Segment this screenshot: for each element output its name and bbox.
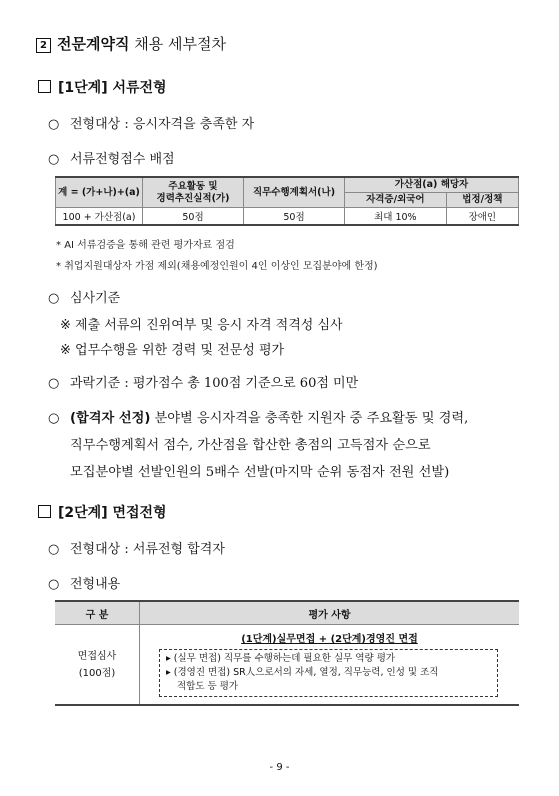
pass-line-2: 직무수행계획서 점수, 가산점을 합산한 총점의 고득점자 순으로 bbox=[70, 438, 431, 453]
circle-bullet-icon: ○ bbox=[48, 117, 60, 132]
note-2 bbox=[56, 257, 378, 272]
circle-bullet-icon: ○ bbox=[48, 542, 60, 557]
score-label-text: 서류전형점수 배점 bbox=[70, 152, 175, 167]
th-plan: 직무수행계획서(나) bbox=[244, 177, 345, 208]
th-bonus: 가산점(a) 해당자 bbox=[345, 177, 519, 193]
stage1-score-label bbox=[48, 148, 175, 167]
th-evaluation: 평가 사항 bbox=[140, 601, 520, 625]
table-cell: 50점 bbox=[244, 208, 345, 226]
criteria-item-2-text: 업무수행을 위한 경력 및 전문성 평가 bbox=[75, 343, 285, 358]
interview-table bbox=[55, 600, 519, 706]
triangle-bullet-icon: ▸ bbox=[166, 653, 174, 664]
square-bullet-icon bbox=[38, 80, 51, 93]
criteria-item-2 bbox=[60, 339, 284, 358]
asterisk-icon: * bbox=[56, 240, 65, 251]
stage1-target bbox=[48, 113, 254, 132]
th-bonus-policy: 법정/정책 bbox=[446, 193, 518, 208]
category-cell bbox=[55, 625, 140, 706]
circle-bullet-icon: ○ bbox=[48, 152, 60, 167]
th-bonus-cert: 자격증/외국어 bbox=[345, 193, 447, 208]
table-row bbox=[56, 208, 519, 226]
th-formula: 계 = (가+나)+(a) bbox=[56, 177, 143, 208]
heading-bold: 전문계약직 bbox=[57, 35, 130, 53]
th-activity: 주요활동 및 경력추진실적(가) bbox=[143, 177, 244, 208]
fail-criteria bbox=[48, 372, 358, 391]
square-bullet-icon bbox=[38, 505, 51, 518]
criteria-label bbox=[48, 287, 120, 306]
circle-bullet-icon: ○ bbox=[48, 376, 60, 391]
content-label-text: 전형내용 bbox=[70, 577, 121, 592]
evaluation-detail-box bbox=[159, 649, 498, 697]
table-cell: 100 + 가산점(a) bbox=[56, 208, 143, 226]
table-row bbox=[55, 625, 519, 706]
page-number: - 9 - bbox=[269, 762, 290, 773]
detail-item-1 bbox=[166, 652, 491, 666]
detail-item-1-text: (실무 면접) 직무를 수행하는데 필요한 실무 역량 평가 bbox=[173, 653, 396, 664]
section-heading bbox=[36, 33, 226, 54]
score-table bbox=[55, 176, 519, 226]
pass-line-1-text: 분야별 응시자격을 충족한 지원자 중 주요활동 및 경력, bbox=[150, 411, 469, 426]
circle-bullet-icon: ○ bbox=[48, 291, 60, 306]
stage2-content-label bbox=[48, 573, 120, 592]
category-name: 면접심사 bbox=[77, 650, 117, 662]
stage2-title bbox=[38, 502, 167, 522]
stage2-target bbox=[48, 538, 225, 557]
fail-criteria-text: 과락기준 : 평가점수 총 100점 기준으로 60점 미만 bbox=[70, 376, 359, 391]
detail-item-2-text: (경영진 면접) SR人으로서의 자세, 열정, 직무능력, 인성 및 조직 bbox=[173, 667, 439, 678]
section-number: 2 bbox=[36, 38, 51, 53]
reference-mark-icon: ※ bbox=[60, 318, 76, 333]
detail-item-2-cont: 적합도 등 평가 bbox=[177, 681, 239, 692]
heading-rest: 채용 세부절차 bbox=[129, 35, 226, 53]
interview-stages-title: (1단계)실무면접 + (2단계)경영진 면접 bbox=[241, 634, 418, 645]
note-2-text: 취업지원대상자 가점 제외(채용예정인원이 4인 이상인 모집분야에 한정) bbox=[64, 261, 378, 272]
asterisk-icon: * bbox=[56, 261, 65, 272]
table-cell: 50점 bbox=[143, 208, 244, 226]
category-points: (100점) bbox=[78, 667, 116, 679]
triangle-bullet-icon: ▸ bbox=[166, 667, 174, 678]
stage1-title-text: [1단계] 서류전형 bbox=[58, 80, 167, 96]
table-cell: 장애인 bbox=[446, 208, 518, 226]
stage1-target-text: 전형대상 : 응시자격을 충족한 자 bbox=[70, 117, 255, 132]
circle-bullet-icon: ○ bbox=[48, 411, 60, 426]
reference-mark-icon: ※ bbox=[60, 343, 76, 358]
criteria-label-text: 심사기준 bbox=[70, 291, 121, 306]
detail-item-2 bbox=[166, 666, 491, 680]
pass-bold: (합격자 선정) bbox=[70, 411, 151, 426]
stage2-target-text: 전형대상 : 서류전형 합격자 bbox=[70, 542, 225, 557]
criteria-item-1 bbox=[60, 314, 343, 333]
criteria-item-1-text: 제출 서류의 진위여부 및 응시 자격 적격성 심사 bbox=[75, 318, 343, 333]
th-category: 구 분 bbox=[55, 601, 140, 625]
table-cell: 최대 10% bbox=[345, 208, 447, 226]
note-1 bbox=[56, 236, 235, 251]
circle-bullet-icon: ○ bbox=[48, 577, 60, 592]
evaluation-cell bbox=[140, 625, 520, 706]
note-1-text: AI 서류검증을 통해 관련 평가자료 점검 bbox=[64, 240, 235, 251]
stage1-title bbox=[38, 77, 167, 97]
stage2-title-text: [2단계] 면접전형 bbox=[58, 505, 167, 521]
pass-line-1 bbox=[48, 407, 468, 426]
pass-line-3: 모집분야별 선발인원의 5배수 선발(마지막 순위 동점자 전원 선발) bbox=[70, 465, 450, 480]
